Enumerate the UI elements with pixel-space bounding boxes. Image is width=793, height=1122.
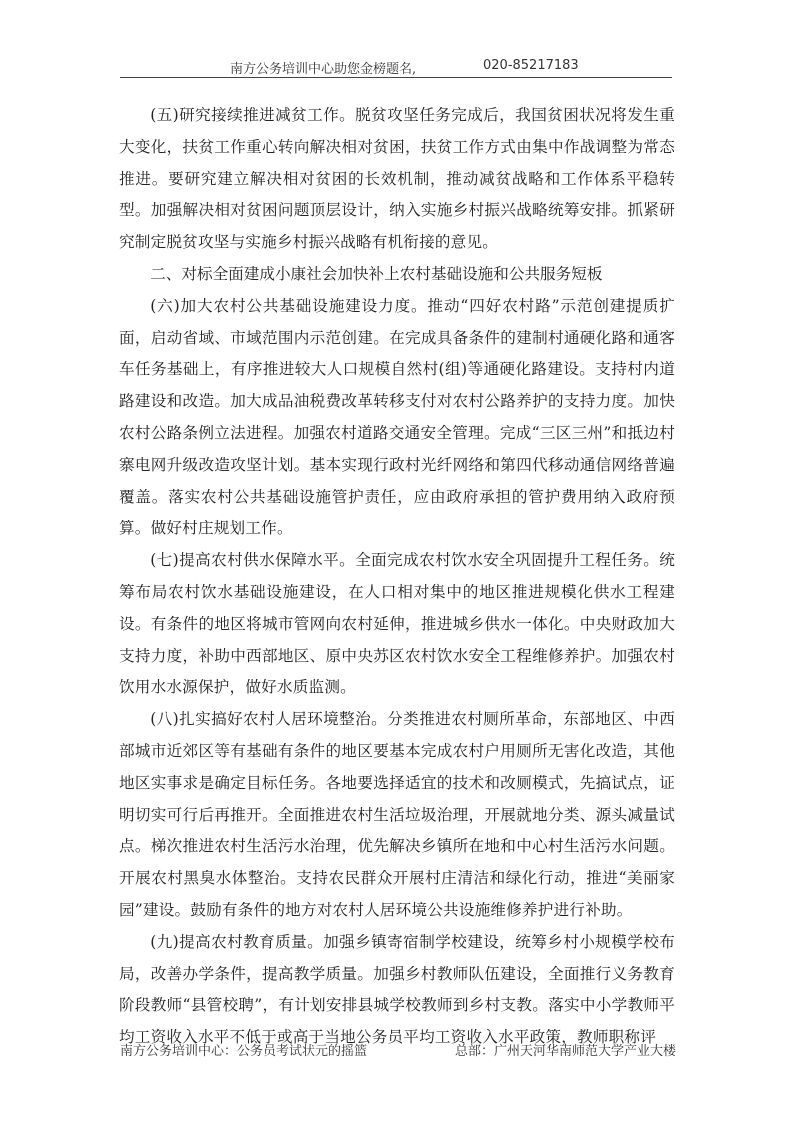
document-body: [119, 100, 675, 1054]
paragraph-5: (五)研究接续推进减贫工作。脱贫攻坚任务完成后，我国贫困状况将发生重大变化，扶贫工作重心转向解决相对贫困，扶贫工作方式由集中作战调整为常态推进。要研究建立解决相对贫困的长效机制，推动减贫战略和工作体系平稳转型。加强解决相对贫困问题顶层设计，纳入实施乡村振兴战略统筹安排。抓紧研究制定脱贫攻坚与实施乡村振兴战略有机衔接的意见。: [119, 106, 675, 252]
header-slogan: 南方公务培训中心助您金榜题名,: [230, 62, 417, 77]
paragraph-8: (八)扎实搞好农村人居环境整治。分类推进农村厕所革命，东部地区、中西部城市近郊区等有基础有条件的地区要基本完成农村户用厕所无害化改造，其他地区实事求是确定目标任务。各地要选择适宜的技术和改厕模式，先搞试点，证明切实可行后再推开。全面推进农村生活垃圾治理，开展就地分类、源头减量试点。梯次推进农村生活污水治理，优先解决乡镇所在地和中心村生活污水问题。开展农村黑臭水体整治。支持农民群众开展村庄清洁和绿化行动，推进“美丽家园”建设。鼓励有条件的地方对农村人居环境公共设施维修养护进行补助。: [119, 710, 675, 919]
page-header: [120, 58, 672, 76]
header-divider: [120, 77, 672, 78]
paragraph-6: (六)加大农村公共基础设施建设力度。推动“四好农村路”示范创建提质扩面，启动省域、市域范围内示范创建。在完成具备条件的建制村通硬化路和通客车任务基础上，有序推进较大人口规模自然村(组)等通硬化路建设。支持村内道路建设和改造。加大成品油税费改革转移支付对农村公路养护的支持力度。加快农村公路条例立法进程。加强农村道路交通安全管理。完成“三区三州”和抵边村寨电网升级改造攻坚计划。基本实现行政村光纤网络和第四代移动通信网络普遍覆盖。落实农村公共基础设施管护责任，应由政府承担的管护费用纳入政府预算。做好村庄规划工作。: [119, 296, 675, 538]
footer-address: 总部：广州天河华南师范大学产业大楼: [454, 1044, 676, 1059]
section-heading-2: 二、对标全面建成小康社会加快补上农村基础设施和公共服务短板: [150, 264, 603, 283]
paragraph-7: (七)提高农村供水保障水平。全面完成农村饮水安全巩固提升工程任务。统筹布局农村饮水基础设施建设，在人口相对集中的地区推进规模化供水工程建设。有条件的地区将城市管网向农村延伸，推进城乡供水一体化。中央财政加大支持力度，补助中西部地区、原中央苏区农村饮水安全工程维修养护。加强农村饮用水水源保护，做好水质监测。: [119, 551, 675, 697]
footer-slogan: 南方公务培训中心：公务员考试状元的摇篮: [120, 1044, 368, 1059]
page-footer: [120, 1040, 676, 1058]
paragraph-9: (九)提高农村教育质量。加强乡镇寄宿制学校建设，统筹乡村小规模学校布局，改善办学条件，提高教学质量。加强乡村教师队伍建设，全面推行义务教育阶段教师“县管校聘”，有计划安排县城学校教师到乡村支教。落实中小学教师平均工资收入水平不低于或高于当地公务员平均工资收入水平政策，教师职称评: [119, 932, 675, 1047]
header-phone: 020-85217183: [483, 58, 579, 73]
